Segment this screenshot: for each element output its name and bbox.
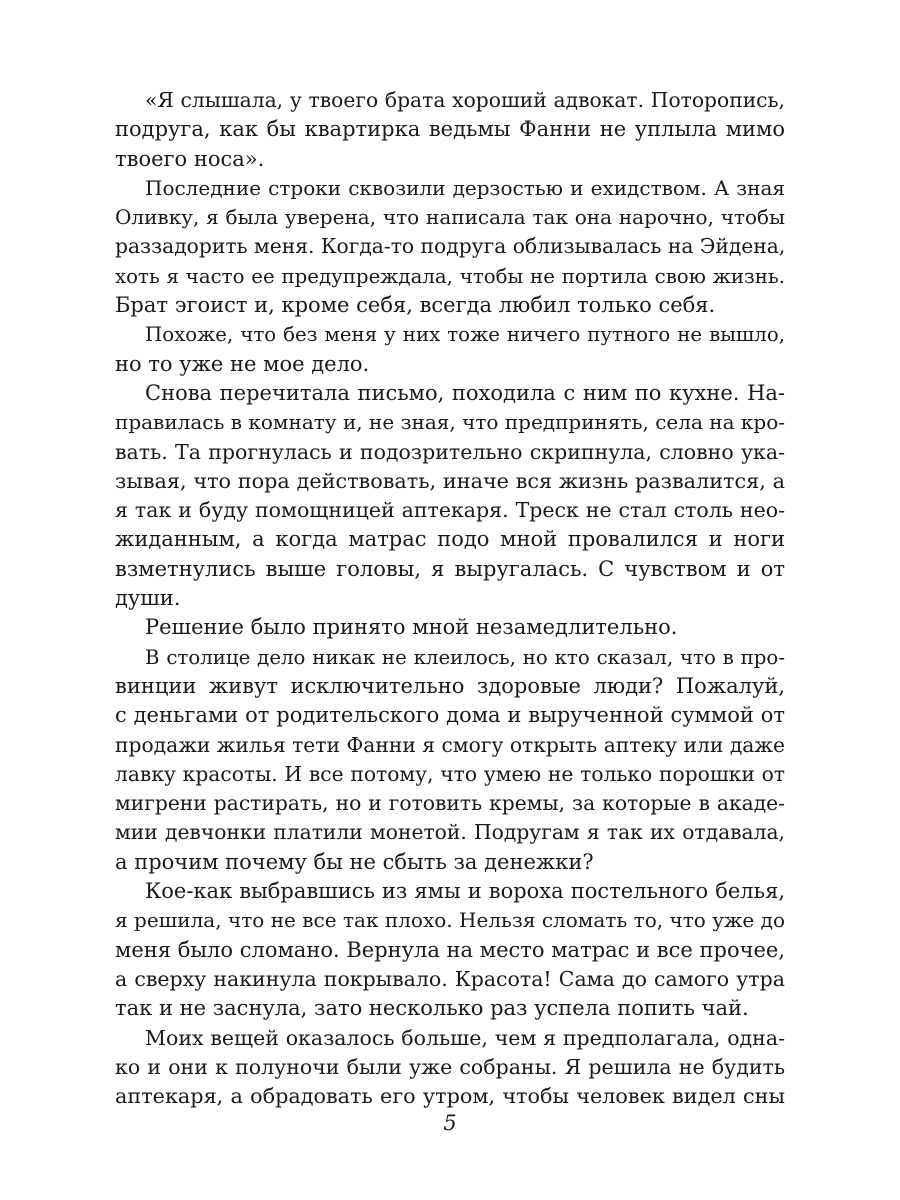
text-line: так и не заснула, зато несколько раз успела попить чай. xyxy=(115,996,749,1021)
text-line: Брат эгоист и, кроме себя, всегда любил только себя. xyxy=(115,293,716,318)
text-line: Оливку, я была уверена, что написала так она нарочно, чтобы xyxy=(115,205,785,230)
text-line: Решение было принято мной незамедлительно. xyxy=(145,615,678,640)
text-line: хоть я часто ее предупреждала, чтобы не портила свою жизнь. xyxy=(115,264,785,288)
text-line: вать. Та прогнулась и подозрительно скрипнула, словно ука- xyxy=(115,439,785,464)
text-line: Снова перечитала письмо, походила с ним по кухне. На- xyxy=(145,380,785,405)
text-line: я решила, что не все так плохо. Нельзя сломать то, что уже до xyxy=(115,908,785,933)
text-line: ко и они к полуночи были уже собраны. Я решила не будить xyxy=(115,1054,785,1079)
book-page-text xyxy=(115,86,785,1111)
text-line: лавку красоты. И все потому, что умею не только порошки от xyxy=(115,761,785,786)
text-line: я так и буду помощницей аптекаря. Треск не стал столь нео- xyxy=(115,498,785,523)
text-line: жиданным, а когда матрас подо мной провалился и ноги xyxy=(115,527,785,552)
text-line: аптекаря, а обрадовать его утром, чтобы человек видел сны xyxy=(115,1084,785,1109)
text-line: Последние строки сквозили дерзостью и ехидством. А зная xyxy=(145,175,785,200)
text-line: В столице дело никак не клеилось, но кто сказал, что в про- xyxy=(145,645,785,669)
paragraph xyxy=(115,379,785,613)
paragraph xyxy=(115,877,785,1023)
text-line: а прочим почему бы не сбыть за денежки? xyxy=(115,849,594,874)
text-line: души. xyxy=(115,586,181,611)
paragraph xyxy=(115,1024,785,1112)
text-line: мии девчонки платили монетой. Подругам я так их отдавала, xyxy=(115,820,785,845)
paragraph xyxy=(115,86,785,174)
text-line: продажи жилья тети Фанни я смогу открыть аптеку или даже xyxy=(115,732,785,757)
text-line: правилась в комнату и, не зная, что предпринять, села на кро- xyxy=(115,410,785,435)
text-line: «Я слышала, у твоего брата хороший адвокат. Поторопись, xyxy=(145,88,785,112)
text-line: но то уже не мое дело. xyxy=(115,351,370,376)
text-line: винции живут исключительно здоровые люди? Пожалуй, xyxy=(115,673,785,698)
text-line: взметнулись выше головы, я выругалась. С чувством и от xyxy=(115,556,785,581)
text-line: Кое-как выбравшись из ямы и вороха постельного белья, xyxy=(145,879,785,904)
text-line: меня было сломано. Вернула на место матрас и все прочее, xyxy=(115,937,785,962)
paragraph xyxy=(115,174,785,320)
paragraph xyxy=(115,320,785,379)
text-line: зывая, что пора действовать, иначе вся жизнь развалится, а xyxy=(115,468,785,493)
text-line: Похоже, что без меня у них тоже ничего путного не вышло, xyxy=(145,323,785,347)
text-line: с деньгами от родительского дома и вырученной суммой от xyxy=(115,703,785,728)
text-line: подруга, как бы квартирка ведьмы Фанни не уплыла мимо xyxy=(115,117,785,142)
text-line: мигрени растирать, но и готовить кремы, за которые в акаде- xyxy=(115,791,785,816)
text-line: раззадорить меня. Когда-то подруга облизывалась на Эйдена, xyxy=(115,234,786,259)
text-line: Моих вещей оказалось больше, чем я предполагала, одна- xyxy=(145,1025,785,1050)
text-line: а сверху накинула покрывало. Красота! Сама до самого утра xyxy=(115,966,785,991)
text-line: твоего носа». xyxy=(115,146,265,171)
paragraph xyxy=(115,613,785,642)
paragraph xyxy=(115,643,785,877)
page-number: 5 xyxy=(443,1111,457,1135)
